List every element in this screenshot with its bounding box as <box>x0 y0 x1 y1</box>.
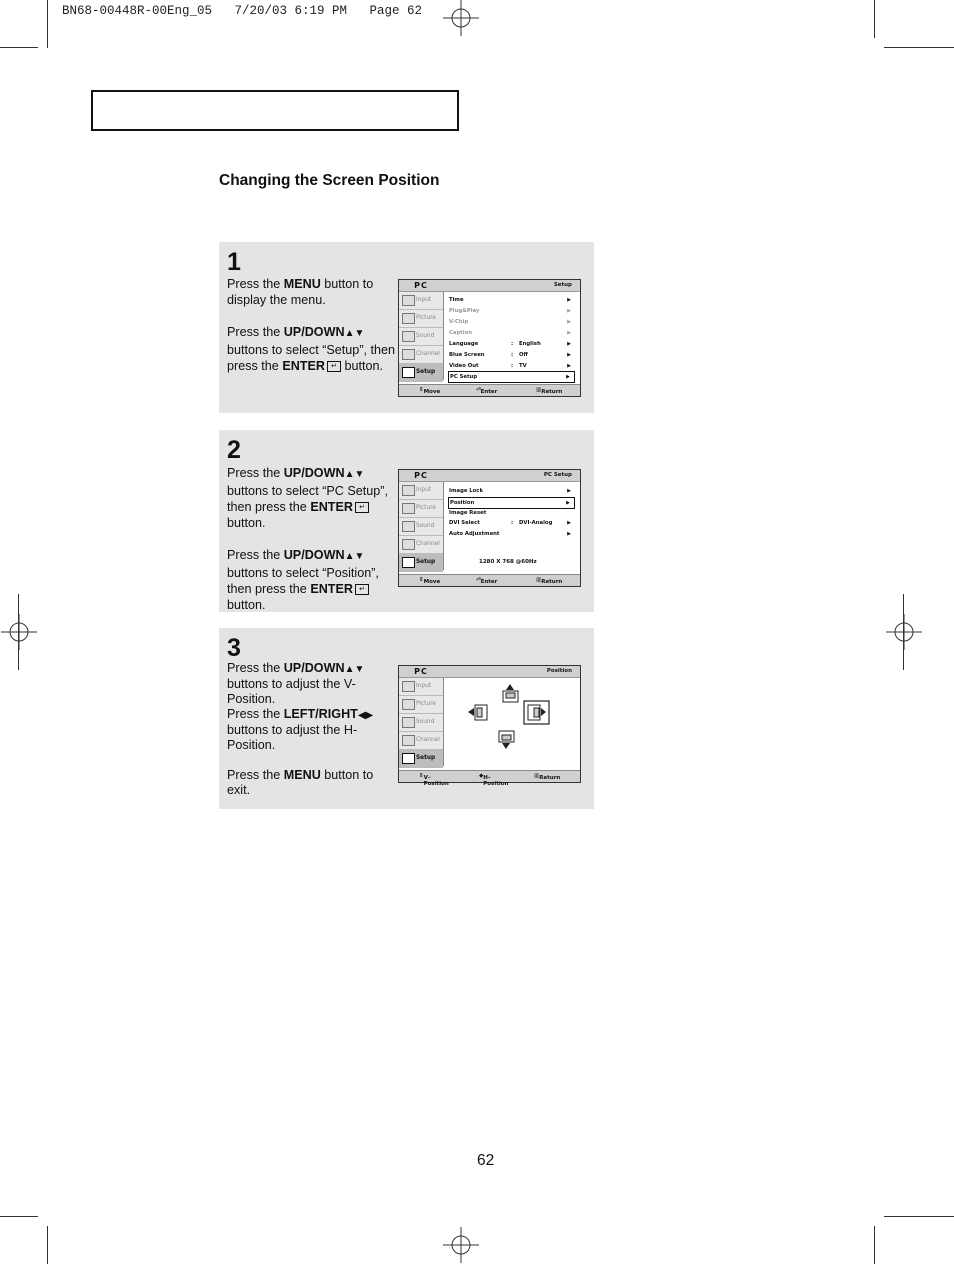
arrow-right-icon: ▶ <box>567 520 571 526</box>
footer-enter: ⏎ Enter <box>476 387 498 395</box>
label: DVI Select <box>449 520 480 526</box>
enter-key-icon: ↵ <box>327 361 341 372</box>
label: Setup <box>416 755 436 761</box>
value: TV <box>519 363 527 369</box>
separator: : <box>511 352 514 358</box>
picture-icon <box>402 313 415 324</box>
text: Press the <box>227 768 284 782</box>
label: Input <box>416 297 432 303</box>
arrow-right-icon: ▶ <box>567 330 571 336</box>
label: H–Position <box>483 775 509 787</box>
label: Image Reset <box>449 510 487 516</box>
separator: : <box>511 520 514 526</box>
label: Video Out <box>449 363 479 369</box>
speaker-icon <box>402 717 415 728</box>
crop-mark <box>874 0 875 38</box>
up-down-arrows-icon: ▲▼ <box>344 664 365 675</box>
footer-enter: ⏎ Enter <box>476 577 498 585</box>
label: V–Position <box>423 775 449 787</box>
key-name: UP/DOWN <box>283 548 345 562</box>
crop-mark <box>18 594 19 670</box>
text: buttons to select “PC Setup”, then press the <box>227 484 389 514</box>
enter-key-icon: ↵ <box>355 502 369 513</box>
sidebar-item-sound <box>399 518 443 536</box>
menu-item-blue-screen <box>449 350 575 360</box>
osd-menu-title: Position <box>546 668 572 674</box>
footer-h-position: ◆ H–Position <box>479 773 509 787</box>
label: Plug&Play <box>449 308 480 314</box>
text: Press the <box>227 277 284 291</box>
label: Picture <box>416 701 436 707</box>
label: V-Chip <box>449 319 469 325</box>
footer-return: ▥ Return <box>536 577 563 585</box>
step-panel-3 <box>219 628 594 809</box>
separator: : <box>511 363 514 369</box>
footer-move: ⇕ Move <box>419 577 441 585</box>
crop-mark <box>903 594 904 670</box>
label: Picture <box>416 505 436 511</box>
menu-item-time <box>449 295 575 305</box>
osd-footer <box>399 384 580 396</box>
position-adjust-diagram <box>444 678 579 766</box>
page-number: 62 <box>477 1152 495 1169</box>
text: button. <box>227 598 266 612</box>
input-icon <box>402 295 415 306</box>
label: Time <box>449 297 464 303</box>
osd-brand: PC <box>400 666 442 677</box>
registration-mark-icon <box>443 1227 479 1263</box>
menu-item-vchip <box>449 317 575 327</box>
text: buttons to adjust the V-Position. <box>227 677 356 706</box>
label: Return <box>539 775 561 781</box>
separator: : <box>511 341 514 347</box>
crop-mark <box>884 1216 954 1217</box>
osd-footer <box>399 574 580 586</box>
antenna-icon <box>402 539 415 550</box>
label: Enter <box>480 579 498 585</box>
arrow-right-icon: ▶ <box>567 352 571 358</box>
label: Input <box>416 487 432 493</box>
label: Sound <box>416 333 435 339</box>
label: Auto Adjustment <box>449 531 500 537</box>
label: Move <box>423 579 441 585</box>
crop-mark <box>874 1226 875 1264</box>
text: Press the <box>227 466 284 480</box>
text: Press the <box>227 661 284 675</box>
menu-item-caption <box>449 328 575 338</box>
osd-sidebar <box>399 678 444 766</box>
sidebar-item-channel <box>399 536 443 554</box>
sidebar-item-setup <box>399 554 443 572</box>
arrow-right-icon: ▶ <box>567 363 571 369</box>
value: DVI-Analog <box>519 520 553 526</box>
label: Sound <box>416 523 435 529</box>
arrow-right-icon: ▶ <box>566 500 570 506</box>
osd-screen-pc-setup <box>398 469 581 587</box>
up-down-arrows-icon: ▲▼ <box>344 551 365 562</box>
sidebar-item-picture <box>399 696 443 714</box>
label: Position <box>450 500 475 506</box>
arrow-right-icon: ▶ <box>567 297 571 303</box>
crop-mark <box>0 47 38 48</box>
speaker-icon <box>402 521 415 532</box>
key-name: ENTER <box>282 359 325 373</box>
label: Enter <box>480 389 498 395</box>
sidebar-item-picture <box>399 310 443 328</box>
print-slug: BN68-00448R-00Eng_05 7/20/03 6:19 PM Page 62 <box>62 4 423 18</box>
menu-item-plugplay <box>449 306 575 316</box>
setup-icon <box>402 753 415 764</box>
arrow-right-icon: ▶ <box>567 308 571 314</box>
label: Setup <box>416 559 436 565</box>
arrow-right-icon: ▶ <box>567 531 571 537</box>
step-instructions <box>227 465 399 613</box>
registration-mark-icon <box>1 614 37 650</box>
label: Sound <box>416 719 435 725</box>
step-panel-1 <box>219 242 594 413</box>
input-icon <box>402 681 415 692</box>
key-name: UP/DOWN <box>283 661 345 675</box>
osd-menu-title: PC Setup <box>543 472 572 478</box>
arrow-right-icon: ▶ <box>566 374 570 380</box>
picture-icon <box>402 503 415 514</box>
text: Press the <box>227 548 284 562</box>
sidebar-item-setup <box>399 750 443 768</box>
label: PC Setup <box>450 374 478 380</box>
sidebar-item-input <box>399 678 443 696</box>
menu-item-pc-setup <box>448 371 575 383</box>
label: Input <box>416 683 432 689</box>
speaker-icon <box>402 331 415 342</box>
text: buttons to select “Position”, then press the <box>227 566 379 596</box>
move-left-icon <box>468 705 487 720</box>
move-up-icon <box>503 684 518 702</box>
step-number: 1 <box>227 248 241 276</box>
osd-brand: PC <box>400 470 442 481</box>
label: Move <box>423 389 441 395</box>
left-right-arrows-icon: ◀▶ <box>357 710 374 721</box>
sidebar-item-sound <box>399 714 443 732</box>
sidebar-item-setup <box>399 364 443 382</box>
arrow-right-icon: ▶ <box>567 488 571 494</box>
label: Blue Screen <box>449 352 485 358</box>
osd-screen-position <box>398 665 581 787</box>
key-name: MENU <box>283 277 321 291</box>
label: Channel <box>416 351 440 357</box>
label: Image Lock <box>449 488 483 494</box>
setup-icon <box>402 557 415 568</box>
sidebar-item-picture <box>399 500 443 518</box>
osd-sidebar <box>399 292 444 380</box>
osd-brand: PC <box>400 280 442 291</box>
key-name: UP/DOWN <box>283 325 345 339</box>
label: Return <box>541 579 563 585</box>
label: Language <box>449 341 479 347</box>
setup-icon <box>402 367 415 378</box>
sidebar-item-channel <box>399 732 443 750</box>
enter-key-icon: ↵ <box>355 584 369 595</box>
input-icon <box>402 485 415 496</box>
arrow-right-icon: ▶ <box>567 341 571 347</box>
menu-item-language <box>449 339 575 349</box>
menu-item-video-out <box>449 361 575 371</box>
registration-mark-icon <box>886 614 922 650</box>
resolution-readout: 1280 X 768 @60Hz <box>479 559 537 565</box>
value: English <box>519 341 541 347</box>
label: Return <box>541 389 563 395</box>
move-right-icon <box>524 701 549 724</box>
key-name: ENTER <box>310 500 353 514</box>
text: button to display the menu. <box>227 277 374 307</box>
sidebar-item-channel <box>399 346 443 364</box>
menu-item-auto-adjustment <box>449 529 575 539</box>
text: buttons to select “Setup”, then press the <box>227 343 396 373</box>
menu-item-dvi-select <box>449 518 575 528</box>
crop-mark <box>47 0 48 48</box>
chapter-header-box <box>91 90 459 131</box>
value: Off <box>519 352 528 358</box>
step-number: 3 <box>227 634 241 662</box>
section-title: Changing the Screen Position <box>219 172 440 189</box>
up-down-arrows-icon: ▲▼ <box>344 469 365 480</box>
key-name: MENU <box>283 768 321 782</box>
up-down-arrows-icon: ▲▼ <box>344 328 365 339</box>
label: Caption <box>449 330 473 336</box>
step-number: 2 <box>227 436 241 464</box>
text: Press the <box>227 707 284 721</box>
footer-v-position: ⇕ V–Position <box>419 773 449 787</box>
osd-menu-title: Setup <box>553 282 572 288</box>
arrow-right-icon: ▶ <box>567 319 571 325</box>
text: button. <box>341 359 384 373</box>
osd-screen-setup <box>398 279 581 397</box>
footer-move: ⇕ Move <box>419 387 441 395</box>
key-name: UP/DOWN <box>283 466 345 480</box>
label: Picture <box>416 315 436 321</box>
step-instructions <box>227 276 397 374</box>
footer-return: ▥ Return <box>534 773 561 781</box>
label: Setup <box>416 369 436 375</box>
key-name: LEFT/RIGHT <box>283 707 358 721</box>
antenna-icon <box>402 735 415 746</box>
menu-item-image-lock <box>449 486 575 496</box>
text: button to exit. <box>227 768 374 797</box>
menu-item-image-reset <box>449 508 575 518</box>
move-down-icon <box>499 731 514 749</box>
step-panel-2 <box>219 430 594 612</box>
text: Press the <box>227 325 284 339</box>
sidebar-item-input <box>399 292 443 310</box>
key-name: ENTER <box>310 582 353 596</box>
text: button. <box>227 516 266 530</box>
antenna-icon <box>402 349 415 360</box>
osd-sidebar <box>399 482 444 570</box>
step-instructions <box>227 661 392 798</box>
crop-mark <box>0 1216 38 1217</box>
label: Channel <box>416 737 440 743</box>
crop-mark <box>884 47 954 48</box>
crop-mark <box>47 1226 48 1264</box>
sidebar-item-input <box>399 482 443 500</box>
osd-footer <box>399 770 580 787</box>
picture-icon <box>402 699 415 710</box>
registration-mark-icon <box>443 0 479 36</box>
footer-return: ▥ Return <box>536 387 563 395</box>
label: Channel <box>416 541 440 547</box>
sidebar-item-sound <box>399 328 443 346</box>
text: buttons to adjust the H-Position. <box>227 723 358 752</box>
